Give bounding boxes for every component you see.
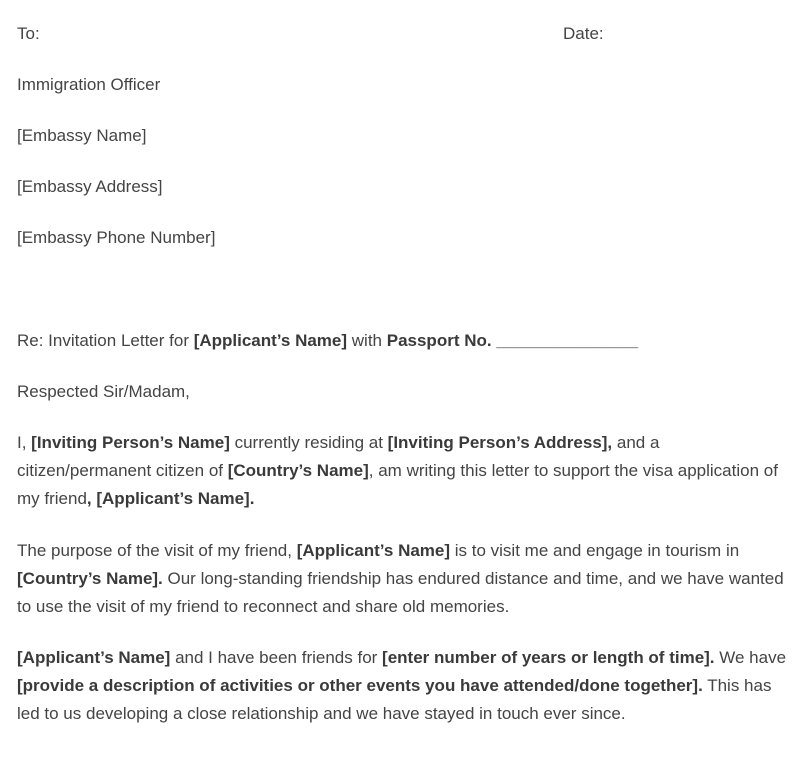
subject-mid: with [347, 331, 387, 350]
p1-country-name: [Country’s Name] [227, 461, 369, 480]
p1-inviting-address: [Inviting Person’s Address], [387, 433, 613, 452]
subject-applicant-name: [Applicant’s Name] [193, 331, 348, 350]
p2-text-1: The purpose of the visit of my friend, [17, 541, 297, 560]
p1-text-4: , am writing this letter to support the visa application of my friend [17, 461, 778, 508]
p1-inviting-name: [Inviting Person’s Name] [31, 433, 230, 452]
p3-text-3: This has led to us developing a close relationship and we have stayed in touch ever since. [17, 676, 772, 723]
p3-duration: [enter number of years or length of time]. [382, 648, 715, 667]
p3-text-1: and I have been friends for [170, 648, 383, 667]
recipient-embassy-name: [Embassy Name] [17, 126, 147, 145]
p2-text-3: Our long-standing friendship has endured distance and time, and we have wanted to use the visit of my friend to reconnect and share old memories. [17, 569, 784, 616]
subject-line [17, 331, 638, 351]
paragraph-friendship [17, 644, 792, 728]
date-label: Date: [563, 24, 604, 43]
recipient-officer: Immigration Officer [17, 75, 161, 94]
p1-text-2: currently residing at [229, 433, 388, 452]
p3-activities: [provide a description of activities or other events you have attended/done together]. [17, 676, 703, 695]
paragraph-purpose [17, 537, 792, 621]
to-label: To: [17, 24, 40, 43]
recipient-embassy-phone: [Embassy Phone Number] [17, 228, 216, 247]
p2-text-2: is to visit me and engage in tourism in [450, 541, 740, 560]
p1-applicant-name: , [Applicant’s Name]. [86, 489, 255, 508]
p2-country-name: [Country’s Name]. [17, 569, 163, 588]
p1-text-3: and a citizen/permanent citizen of [17, 433, 660, 480]
paragraph-inviter [17, 429, 792, 513]
subject-prefix: Re: Invitation Letter for [17, 331, 194, 350]
subject-passport: Passport No. _______________ [386, 331, 639, 350]
p1-text-1: I, [17, 433, 32, 452]
p2-applicant-name: [Applicant’s Name] [296, 541, 451, 560]
recipient-embassy-address: [Embassy Address] [17, 177, 163, 196]
p3-text-2: We have [714, 648, 787, 667]
p3-applicant-name: [Applicant’s Name] [17, 648, 171, 667]
salutation: Respected Sir/Madam, [17, 382, 190, 401]
